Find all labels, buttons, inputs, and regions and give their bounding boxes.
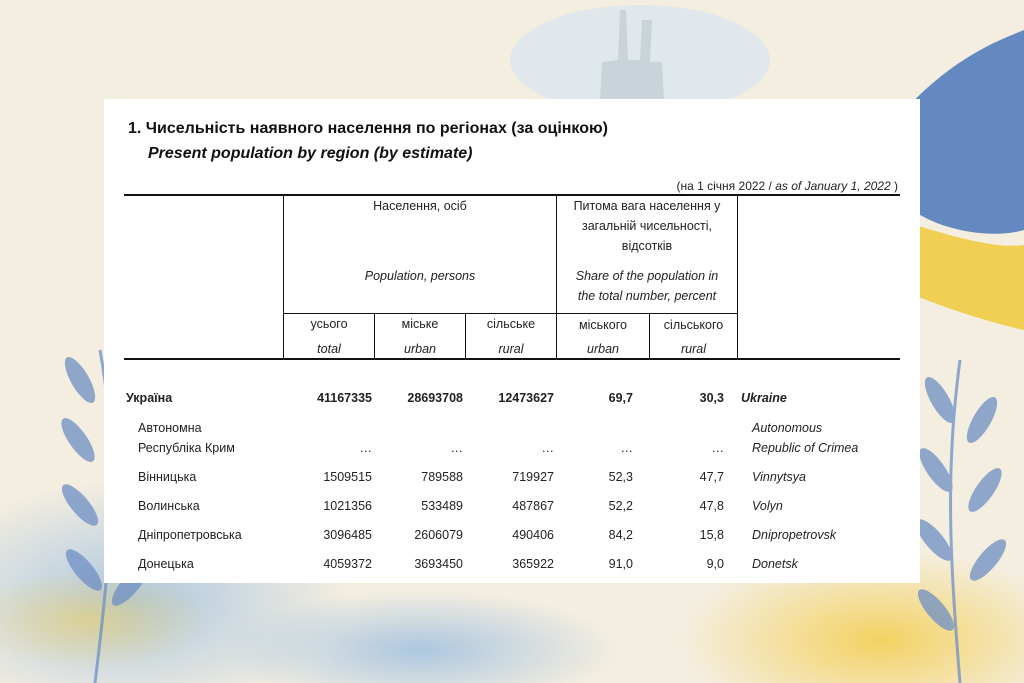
- header-population-en: Population, persons: [364, 269, 476, 283]
- row-donetsk-urban: 3693450: [414, 557, 463, 571]
- rule-mid: [283, 313, 737, 314]
- subheader-urban-share-ua: міського: [579, 318, 627, 332]
- subheader-total-ua: усього: [310, 317, 348, 331]
- row-volyn-en: Volyn: [752, 499, 783, 513]
- row-crimea-urban-share: …: [620, 441, 633, 455]
- row-vinnytsya-rural: 719927: [512, 470, 554, 484]
- row-crimea-rural: …: [541, 441, 554, 455]
- row-dnipropetrovsk-rural: 490406: [512, 528, 554, 542]
- subheader-rural-share-en: rural: [680, 342, 706, 356]
- row-vinnytsya-urban: 789588: [421, 470, 463, 484]
- row-dnipropetrovsk-urban-share: 84,2: [608, 528, 633, 542]
- row-crimea-rural-share: …: [711, 441, 724, 455]
- row-vinnytsya-rural-share: 47,7: [699, 470, 724, 484]
- header-share-ua-3: відсотків: [621, 239, 673, 253]
- row-dnipropetrovsk-ua: Дніпропетровська: [138, 528, 242, 542]
- row-volyn-rural-share: 47,8: [699, 499, 724, 513]
- row-dnipropetrovsk-rural-share: 15,8: [699, 528, 724, 542]
- row-crimea-en-1: Autonomous: [752, 421, 823, 435]
- row-vinnytsya-total: 1509515: [323, 470, 372, 484]
- row-ukraine-rural-share: 30,3: [699, 391, 724, 405]
- row-crimea-urban: …: [450, 441, 463, 455]
- row-ukraine-en: Ukraine: [741, 391, 787, 405]
- row-volyn-ua: Волинська: [138, 499, 200, 513]
- row-ukraine-total: 41167335: [317, 391, 372, 405]
- row-ukraine-ua: Україна: [126, 391, 173, 405]
- row-volyn-urban-share: 52,2: [608, 499, 633, 513]
- row-ukraine-urban-share: 69,7: [608, 391, 633, 405]
- header-share-en-2: the total number, percent: [577, 289, 717, 303]
- row-donetsk-ua: Донецька: [138, 557, 194, 571]
- row-crimea-total: …: [359, 441, 372, 455]
- header-share-ua-2: загальній чисельності,: [581, 219, 713, 233]
- row-crimea-en-2: Republic of Crimea: [752, 441, 859, 455]
- table-title-ua: 1. Чисельність наявного населення по регіонах (за оцінкою): [128, 120, 608, 137]
- date-note-close: ): [894, 179, 898, 193]
- date-note: [677, 179, 899, 193]
- row-vinnytsya-ua: Вінницька: [138, 470, 197, 484]
- row-donetsk-rural: 365922: [512, 557, 554, 571]
- row-donetsk-rural-share: 9,0: [706, 557, 724, 571]
- header-share-en-1: Share of the population in: [575, 269, 719, 283]
- subheader-total-en: total: [317, 342, 341, 356]
- row-donetsk-urban-share: 91,0: [608, 557, 633, 571]
- row-crimea-ua-2: Республіка Крим: [138, 441, 235, 455]
- subheader-urban-en: urban: [404, 342, 436, 356]
- rule-header-bottom: [124, 358, 900, 360]
- subheader-urban-ua: міське: [401, 317, 439, 331]
- divider-6: [737, 195, 738, 359]
- row-vinnytsya-urban-share: 52,3: [608, 470, 633, 484]
- date-note-en: as of January 1, 2022: [775, 179, 891, 193]
- row-donetsk-en: Donetsk: [752, 557, 798, 571]
- row-ukraine-urban: 28693708: [407, 391, 463, 405]
- subheader-urban-share-en: urban: [587, 342, 619, 356]
- row-volyn-total: 1021356: [323, 499, 372, 513]
- header-share-ua-1: Питома вага населення у: [573, 199, 721, 213]
- rule-top: [124, 194, 900, 196]
- table-card: [104, 99, 920, 583]
- subheader-rural-share-ua: сільського: [663, 318, 724, 332]
- row-vinnytsya-en: Vinnytsya: [752, 470, 806, 484]
- row-crimea-ua-1: Автономна: [138, 421, 202, 435]
- table-title-en: Present population by region (by estimate): [148, 145, 473, 162]
- date-note-open: (на 1 січня 2022 /: [676, 179, 772, 193]
- header-population-ua: Населення, осіб: [373, 199, 467, 213]
- subheader-rural-ua: сільське: [486, 317, 536, 331]
- row-donetsk-total: 4059372: [323, 557, 372, 571]
- row-volyn-urban: 533489: [421, 499, 463, 513]
- row-volyn-rural: 487867: [512, 499, 554, 513]
- row-ukraine-rural: 12473627: [498, 391, 554, 405]
- row-dnipropetrovsk-en: Dnipropetrovsk: [752, 528, 837, 542]
- row-dnipropetrovsk-urban: 2606079: [414, 528, 463, 542]
- row-dnipropetrovsk-total: 3096485: [323, 528, 372, 542]
- subheader-rural-en: rural: [498, 342, 524, 356]
